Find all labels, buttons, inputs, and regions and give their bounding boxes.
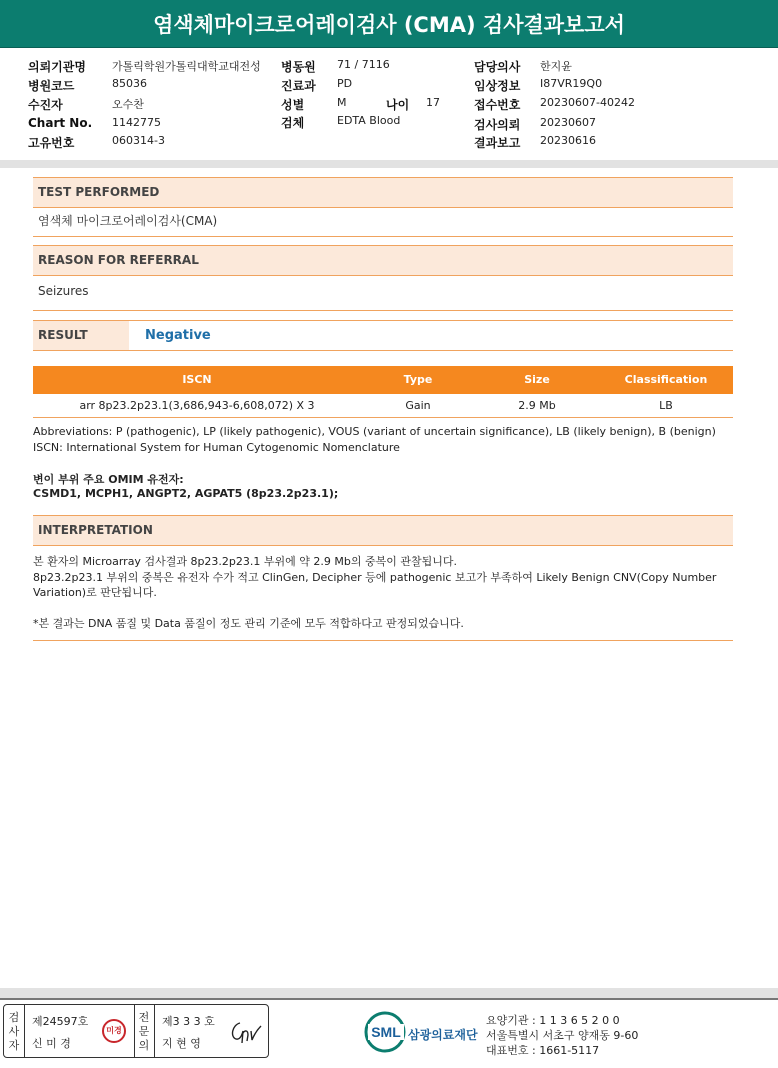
unique-value: 060314-3 (112, 134, 165, 147)
institution-value: 가톨릭학원가톨릭대학교대전성 (112, 60, 261, 73)
sml-logo-icon (364, 1010, 408, 1054)
hospital-code-label: 병원코드 (28, 79, 75, 93)
dept-label: 진료과 (281, 79, 316, 93)
clinical-value: I87VR19Q0 (540, 77, 603, 90)
chart-label: Chart No. (28, 116, 93, 130)
sig-divider (154, 1005, 155, 1057)
age-value: 17 (426, 96, 440, 109)
referral-heading: REASON FOR REFERRAL (33, 245, 733, 276)
cell-classification: LB (659, 399, 673, 412)
test-performed-heading: TEST PERFORMED (33, 177, 733, 208)
test-performed-value: 염색체 마이크로어레이검사(CMA) (33, 208, 733, 237)
specialist-license: 제3 3 3 호 (162, 1015, 215, 1028)
patient-info-grid (0, 54, 778, 154)
interpretation-heading: INTERPRETATION (33, 515, 733, 546)
iscn-definition: ISCN: International System for Human Cytogenomic Nomenclature (33, 441, 400, 454)
table-header-iscn: ISCN (182, 373, 212, 386)
age-label: 나이 (386, 98, 410, 112)
referral-value: Seizures (33, 276, 733, 311)
patient-value: 오수찬 (112, 98, 144, 111)
result-row (33, 320, 733, 351)
sig-divider (24, 1005, 25, 1057)
tester-license: 제24597호 (32, 1015, 89, 1028)
report-title: 염색체마이크로어레이검사 (CMA) 검사결과보고서 (0, 0, 778, 48)
sig-divider (134, 1005, 135, 1057)
tester-name: 신 미 경 (32, 1037, 71, 1050)
doctor-label: 담당의사 (474, 60, 521, 74)
sex-label: 성별 (281, 98, 305, 112)
signature-box (3, 1004, 269, 1058)
table-header-classification: Classification (624, 373, 708, 386)
ward-value: 71 / 7116 (337, 58, 390, 71)
request-label: 검사의뢰 (474, 118, 521, 132)
report-value: 20230616 (540, 134, 596, 147)
footer-rule (0, 998, 778, 1000)
table-row (33, 394, 733, 418)
cnv-table-header (33, 366, 733, 394)
table-header-size: Size (524, 373, 550, 386)
result-value: Negative (145, 328, 211, 343)
receipt-label: 접수번호 (474, 98, 521, 112)
sex-value: M (337, 96, 347, 109)
specialist-name: 지 현 영 (162, 1037, 201, 1050)
specimen-value: EDTA Blood (337, 114, 401, 127)
hospital-code-value: 85036 (112, 77, 147, 90)
cell-size: 2.9 Mb (518, 399, 556, 412)
result-heading: RESULT (33, 321, 129, 350)
dept-value: PD (337, 77, 353, 90)
cell-type: Gain (405, 399, 431, 412)
interpretation-line-3: Variation)로 판단됩니다. (33, 586, 157, 599)
interpretation-line-1: 본 환자의 Microarray 검사결과 8p23.2p23.1 부위에 약 2.9 Mb의 중복이 관찰됩니다. (33, 555, 457, 568)
footer-divider (0, 988, 778, 998)
unique-label: 고유번호 (28, 136, 75, 150)
request-value: 20230607 (540, 116, 596, 129)
interpretation-line-2: 8p23.2p23.1 부위의 중복은 유전자 수가 적고 ClinGen, Decipher 등에 pathogenic 보고가 부족하여 Likely Benign CNV(Copy Number (33, 571, 717, 584)
tester-label: 검 사 자 (8, 1011, 20, 1052)
org-code: 요양기관 : 1 1 3 6 5 2 0 0 (486, 1014, 620, 1027)
omim-genes: CSMD1, MCPH1, ANGPT2, AGPAT5 (8p23.2p23.1); (33, 487, 339, 500)
institution-label: 의뢰기관명 (28, 60, 86, 74)
sml-logo (364, 1010, 494, 1054)
specialist-label: 전 문 의 (138, 1011, 150, 1052)
report-label: 결과보고 (474, 136, 521, 150)
patient-label: 수진자 (28, 98, 63, 112)
qc-statement: *본 결과는 DNA 품질 및 Data 품질이 정도 관리 기준에 모두 적합하다고 판정되었습니다. (33, 617, 464, 630)
org-address: 서울특별시 서초구 양재동 9-60 (486, 1029, 639, 1042)
sml-logo-text: SML (371, 1024, 401, 1040)
interpretation-divider (33, 640, 733, 641)
org-phone: 대표번호 : 1661-5117 (486, 1044, 600, 1057)
tester-seal: 미경 (102, 1019, 126, 1043)
doctor-value: 한지윤 (540, 60, 572, 73)
chart-value: 1142775 (112, 116, 161, 129)
specialist-signature (226, 1017, 264, 1047)
table-header-type: Type (403, 373, 433, 386)
omim-title: 변이 부위 주요 OMIM 유전자: (33, 473, 184, 486)
header-divider (0, 160, 778, 168)
specimen-label: 검체 (281, 116, 305, 130)
org-name: 삼광의료재단 (408, 1028, 478, 1042)
abbreviations-line: Abbreviations: P (pathogenic), LP (likely pathogenic), VOUS (variant of uncertain significance), LB (likely benign), B (benign) (33, 425, 716, 438)
clinical-label: 임상정보 (474, 79, 521, 93)
ward-label: 병동원 (281, 60, 316, 74)
receipt-value: 20230607-40242 (540, 96, 635, 109)
cell-iscn: arr 8p23.2p23.1(3,686,943-6,608,072) X 3 (79, 399, 315, 412)
